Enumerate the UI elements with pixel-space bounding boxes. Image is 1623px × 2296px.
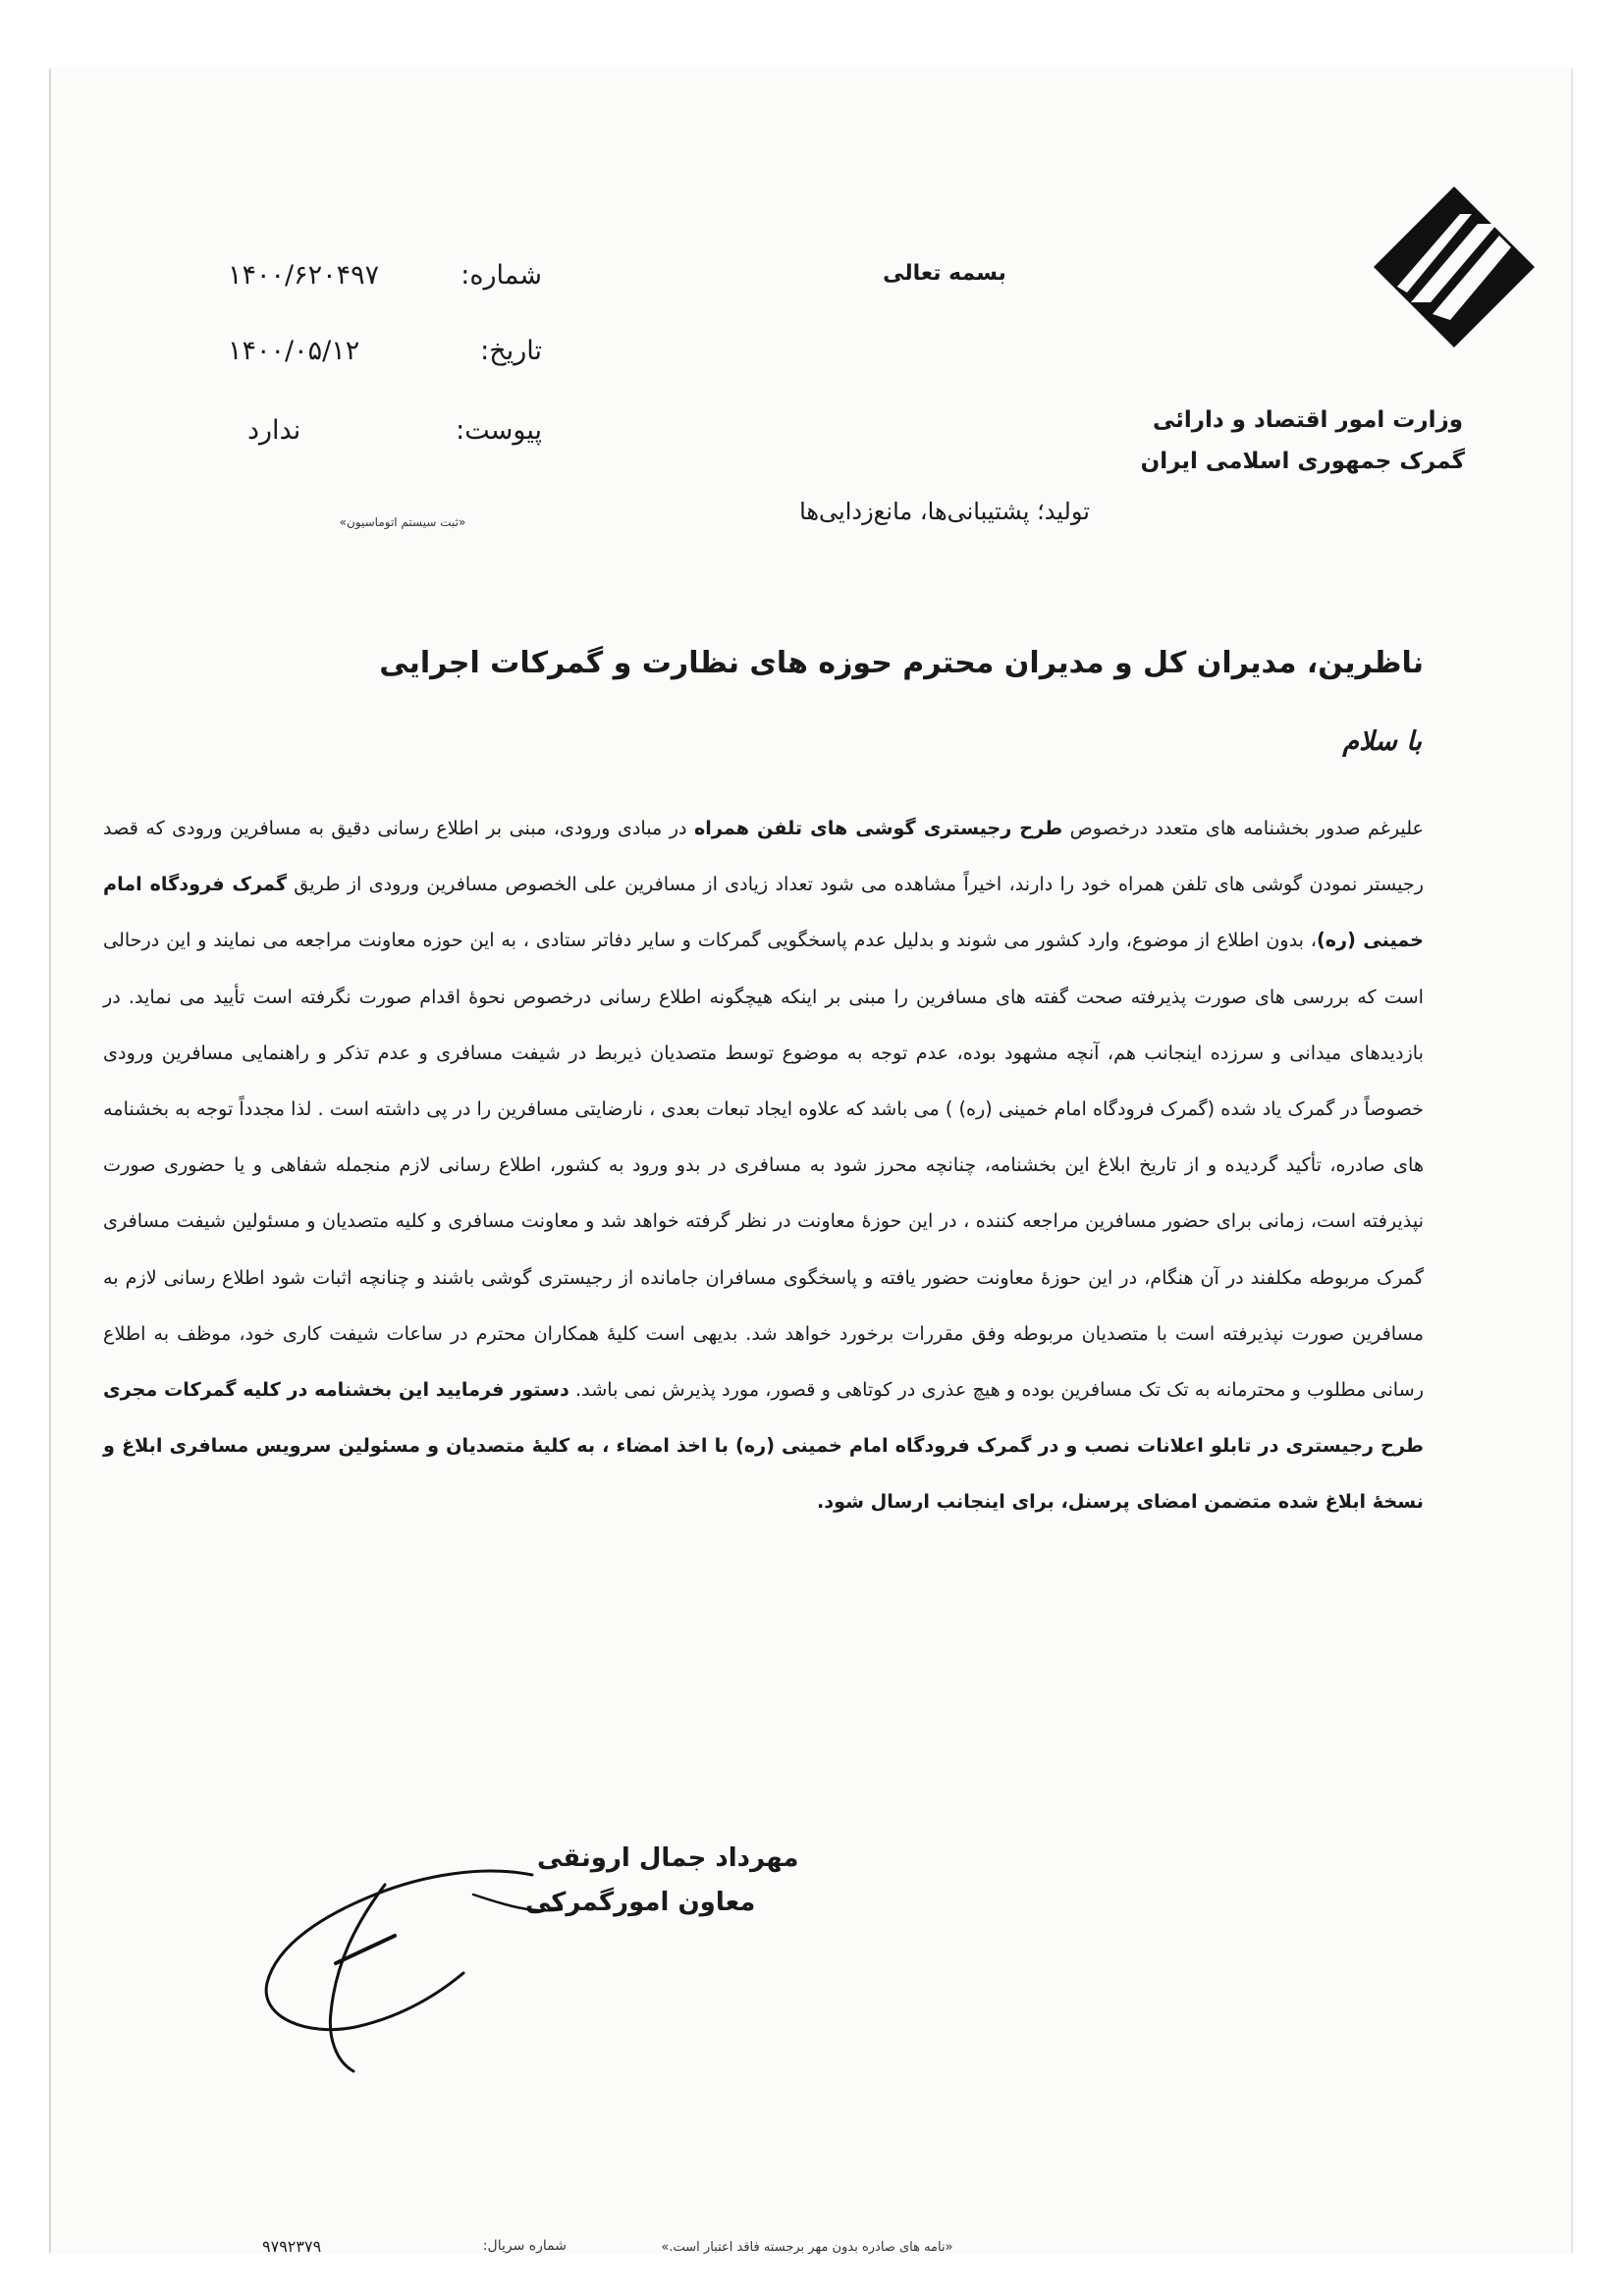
basmala: بسمه تعالی [883,261,1006,286]
automation-note: «ثبت سیستم اتوماسیون» [339,515,466,529]
signer-title: معاون امورگمرکی [525,1888,756,1917]
subject-line: تولید؛ پشتیبانی‌ها، مانع‌زدایی‌ها [799,498,1090,525]
handwritten-signature-icon [238,1826,591,2081]
body-bold-2: گمرک فرودگاه امام خمینی (ره) [103,873,1424,952]
body-text-2: در مبادی ورودی، مبنی بر اطلاع رسانی دقیق به مسافرین ورودی که قصد رجیستر نمودن گوشی های تلفن همراه خود را دارند، اخیراً مشاهده می شود تعداد زیادی از مسافرین علی الخصوص مسافرین ورودی از طریق [103,817,1424,896]
body-bold-1: طرح رجیستری گوشی های تلفن همراه [693,817,1063,839]
customs-name: گمرک جمهوری اسلامی ایران [1140,449,1465,474]
letter-page [49,69,1573,2256]
body-text-1: علیرغم صدور بخشنامه های متعدد درخصوص [1062,817,1424,839]
attachment-value: ندارد [247,415,301,446]
ministry-name: وزارت امور اقتصاد و دارائی [1152,407,1463,433]
serial-value: ۹۷۹۲۳۷۹ [262,2237,322,2256]
letter-body [103,800,1424,1530]
body-bold-3: دستور فرمایید این بخشنامه در کلیه گمرکات مجری طرح رجیستری در تابلو اعلانات نصب و در گمرک فرودگاه امام خمینی (ره) با اخذ امضاء ، به کلیهٔ متصدیان و مسئولین سرویس مسافری ابلاغ و نسخهٔ ابلاغ شده متضمن امضای پرسنل، برای اینجانب ارسال شود. [103,1378,1424,1514]
date-label: تاریخ: [480,336,542,366]
recipients: ناظرین، مدیران کل و مدیران محترم حوزه های نظارت و گمرکات اجرایی [379,646,1424,680]
customs-logo-icon [1372,185,1537,349]
date-value: ۱۴۰۰/۰۵/۱۲ [228,336,360,366]
attachment-label: پیوست: [456,415,542,446]
signer-name: مهرداد جمال ارونقی [537,1843,799,1873]
number-label: شماره: [460,260,542,291]
serial-label: شماره سریال: [482,2238,567,2254]
body-text-3: ، بدون اطلاع از موضوع، وارد کشور می شوند و بدلیل عدم پاسخگویی گمرکات و سایر دفاتر ستادی ، به این حوزه معاونت مراجعه می نمایند و این درحالی است که بررسی های صورت پذیرفته صحت گفته های مسافرین را مبنی بر اینکه هیچگونه اطلاع رسانی درخصوص نحوهٔ اقدام صورت نگرفته است تأیید می نماید. در بازدیدهای میدانی و سرزده اینجانب هم، آنچه مشهود بوده، عدم توجه به موضوع توسط متصدیان ذیربط در شیفت مسافری و عدم تذکر و راهنمایی مسافرین ورودی خصوصاً در گمرک یاد شده (گمرک فرودگاه امام خمینی (ره) ) می باشد که علاوه ایجاد تبعات بعدی ، نارضایتی مسافرین را در پی داشته است . لذا مجدداً توجه به بخشنامه های صادره، تأکید گردیده و از تاریخ ابلاغ این بخشنامه، چنانچه محرز شود به مسافری در بدو ورود به کشور، اطلاع رسانی لازم منجمله شفاهی و یا حضوری صورت نپذیرفته است، زمانی برای حضور مسافرین مراجعه کننده ، در این حوزهٔ معاونت در نظر گرفته خواهد شد و معاونت مسافری و کلیه متصدیان و مسئولین شیفت مسافری گمرک مربوطه مکلفند در آن هنگام، در این حوزهٔ معاونت حضور یافته و پاسخگوی مسافران جامانده از رجیستری گوشی باشند و چنانچه اثبات شود اطلاع رسانی لازم به مسافرین صورت نپذیرفته است با متصدیان مربوطه وفق مقررات برخورد خواهد شد. بدیهی است کلیهٔ همکاران محترم در ساعات شیفت کاری خود، موظف به اطلاع رسانی مطلوب و محترمانه به تک تک مسافرین بوده و هیچ عذری در کوتاهی و قصور، مورد پذیرش نمی باشد. [103,929,1424,1402]
greeting: با سلام [1342,726,1422,757]
number-value: ۱۴۰۰/۶۲۰۴۹۷ [228,260,380,291]
footer-validity-note: «نامه های صادره بدون مهر برجسته فاقد اعتبار است.» [661,2240,953,2255]
